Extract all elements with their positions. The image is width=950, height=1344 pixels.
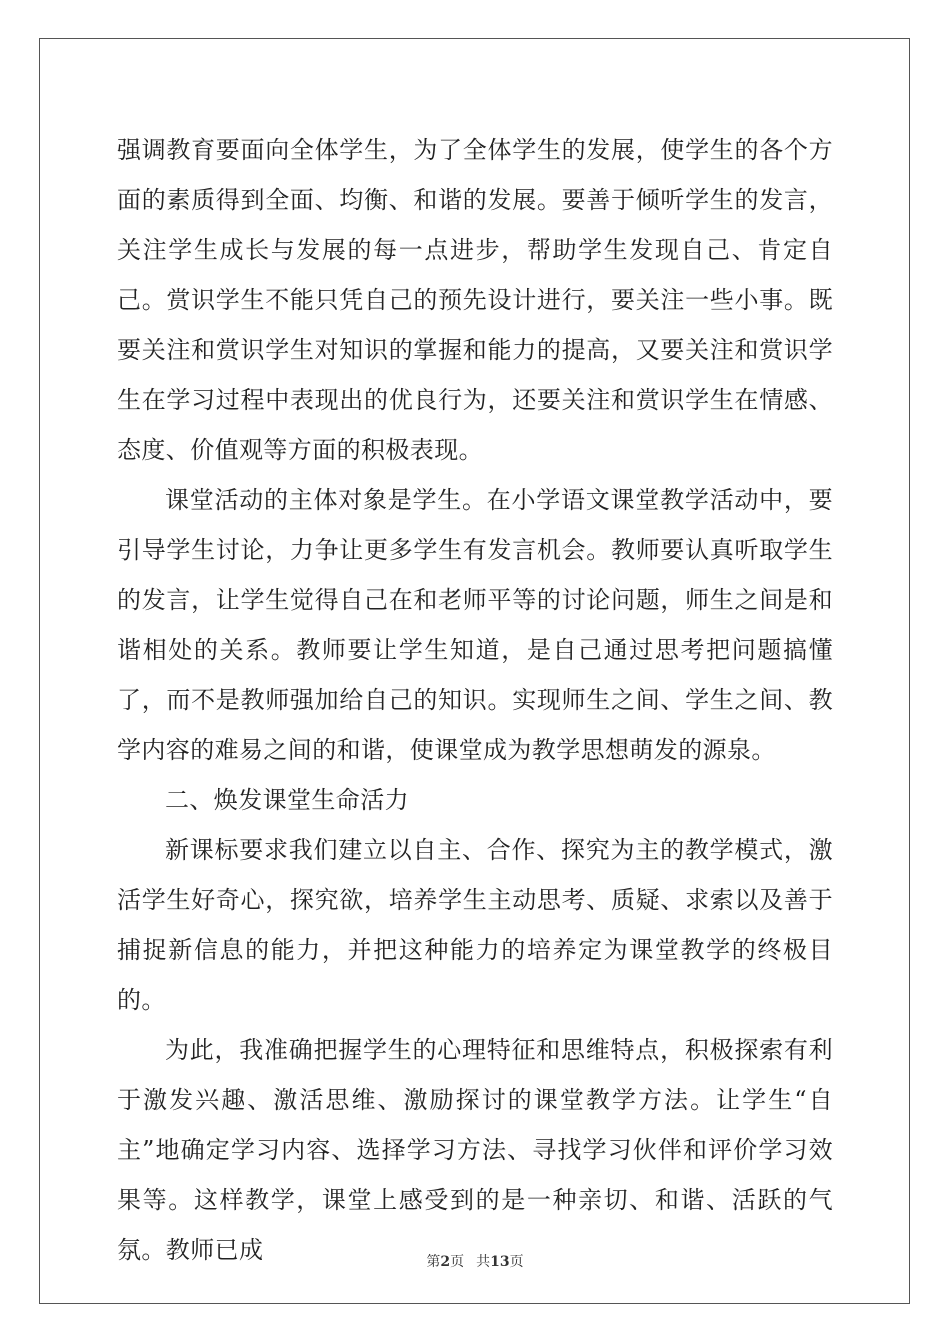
paragraph-classroom-subject: 课堂活动的主体对象是学生。在小学语文课堂教学活动中，要引导学生讨论，力争让更多学生有发言机会。教师要认真听取学生的发言，让学生觉得自己在和老师平等的讨论问题，师生之间是和谐相处的关系。教师要让学生知道，是自己通过思考把问题搞懂了，而不是教师强加给自己的知识。实现师生之间、学生之间、教学内容的难易之间的和谐，使课堂成为教学思想萌发的源泉。	[117, 486, 833, 764]
page-footer	[0, 1251, 950, 1271]
total-unit: 页	[509, 1254, 524, 1270]
total-prefix: 共	[476, 1254, 491, 1270]
paragraph-teaching-methods: 为此，我准确把握学生的心理特征和思维特点，积极探索有利于激发兴趣、激活思维、激励探讨的课堂教学方法。让学生“自主”地确定学习内容、选择学习方法、寻找学习伙伴和评价学习效果等。这样教学，课堂上感受到的是一种亲切、和谐、活跃的气氛。教师已成	[117, 1036, 833, 1264]
paragraph-continuation: 强调教育要面向全体学生，为了全体学生的发展，使学生的各个方面的素质得到全面、均衡、和谐的发展。要善于倾听学生的发言，关注学生成长与发展的每一点进步，帮助学生发现自己、肯定自己。赏识学生不能只凭自己的预先设计进行，要关注一些小事。既要关注和赏识学生对知识的掌握和能力的提高，又要关注和赏识学生在学习过程中表现出的优良行为，还要关注和赏识学生在情感、态度、价值观等方面的积极表现。	[117, 136, 833, 464]
page-total: 13	[490, 1254, 510, 1270]
page-unit: 页	[450, 1254, 465, 1270]
page-number: 2	[440, 1254, 451, 1270]
page-prefix: 第	[426, 1254, 441, 1270]
document-body	[117, 125, 833, 1275]
paragraph-new-curriculum: 新课标要求我们建立以自主、合作、探究为主的教学模式，激活学生好奇心，探究欲，培养学生主动思考、质疑、求索以及善于捕捉新信息的能力，并把这种能力的培养定为课堂教学的终极目的。	[117, 836, 833, 1014]
section-heading: 二、焕发课堂生命活力	[165, 786, 409, 814]
